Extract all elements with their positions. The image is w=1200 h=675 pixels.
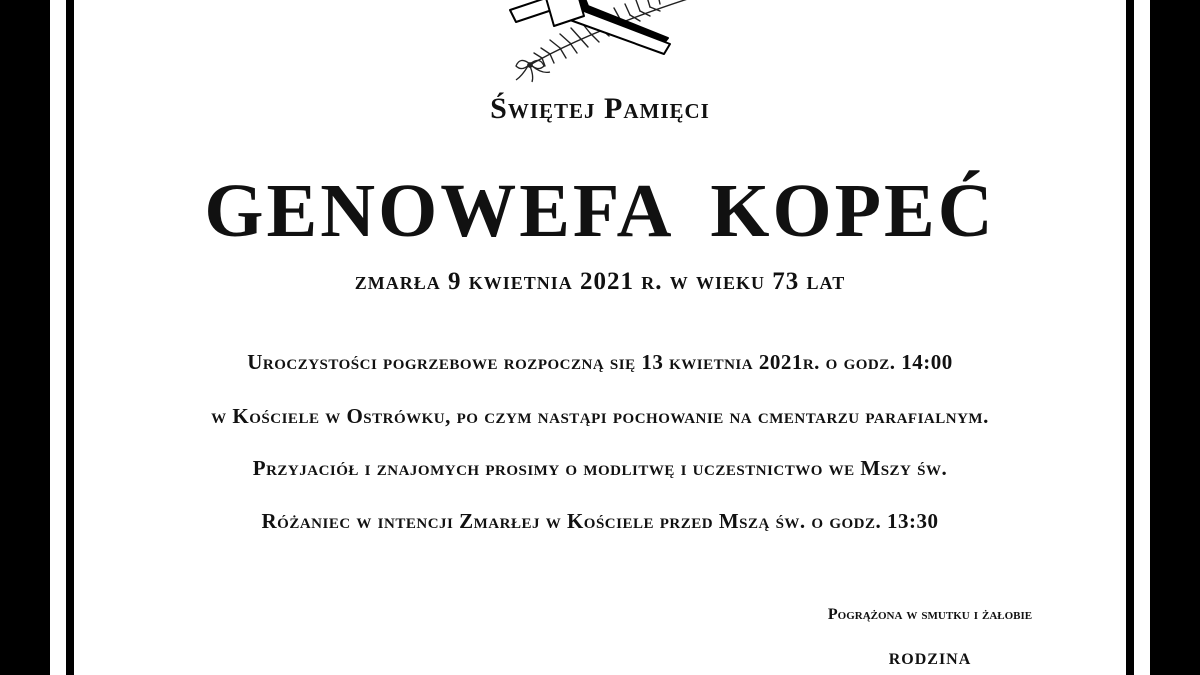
announcement-line: Uroczystości pogrzebowe rozpoczną się 13 kwietnia 2021r. o godz. 14:00 bbox=[247, 350, 953, 374]
announcement-line: Przyjaciół i znajomych prosimy o modlitwę i uczestnictwo we Mszy św. bbox=[252, 456, 948, 480]
cross-with-palm-icon bbox=[500, 0, 700, 90]
mourning-text: Pogrążona w smutku i żałobie bbox=[827, 606, 1033, 623]
header-title: Świętej Pamięci bbox=[490, 92, 710, 125]
family-signature: RODZINA bbox=[888, 651, 972, 668]
announcement-line: w Kościele w Ostrówku, po czym nastąpi pochowanie na cmentarzu parafialnym. bbox=[211, 404, 989, 428]
deceased-name: GENOWEFA KOPEĆ bbox=[204, 169, 996, 253]
announcement-line: Różaniec w intencji Zmarłej w Kościele przed Mszą św. o godz. 13:30 bbox=[261, 509, 939, 533]
death-info: zmarła 9 kwietnia 2021 r. w wieku 73 lat bbox=[354, 268, 846, 295]
